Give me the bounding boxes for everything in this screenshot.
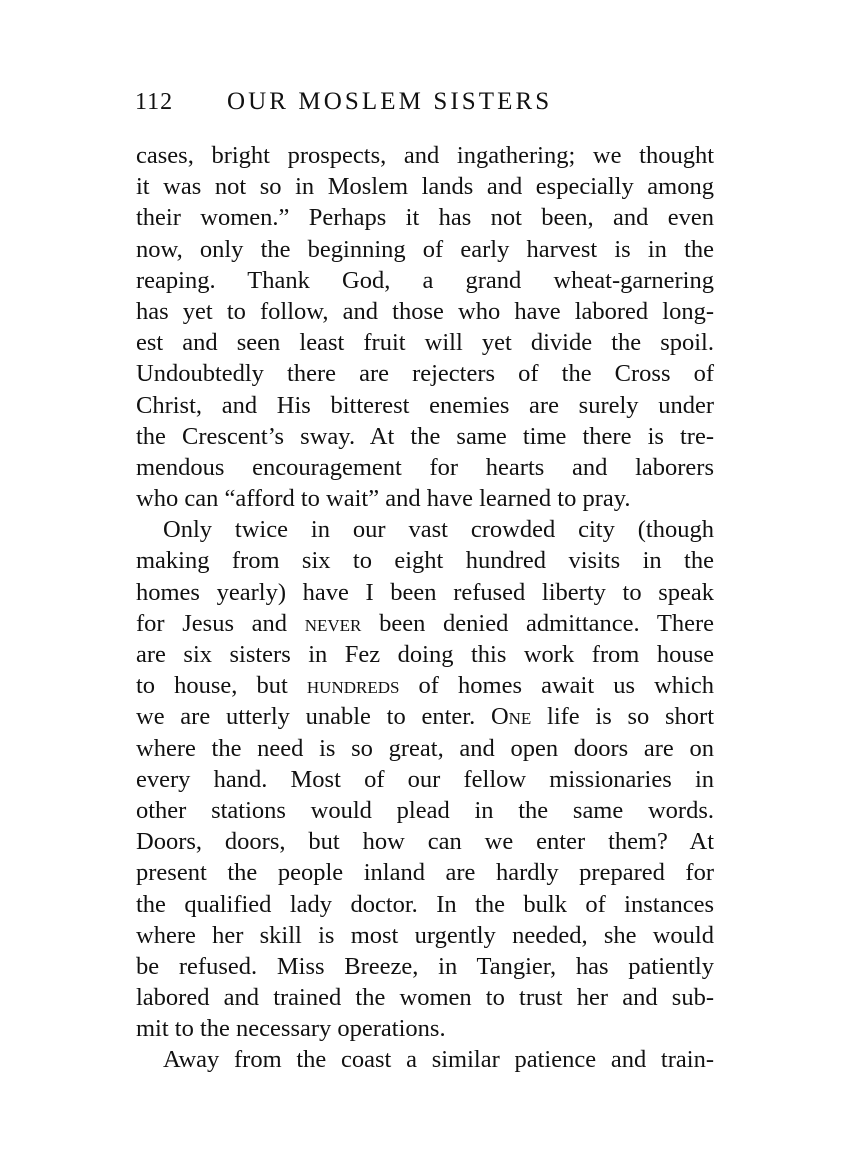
page-number: 112 [135,89,174,115]
text-line: Undoubtedly there are rejecters of the Cross of [136,360,714,388]
text-line: it was not so in Moslem lands and especially among [136,173,714,201]
text-line: homes yearly) have I been refused liberty to speak [136,578,714,606]
text-line: where the need is so great, and open doors are on [136,734,714,762]
text-line: other stations would plead in the same words. [136,796,714,824]
text-line: mendous encouragement for hearts and laborers [136,453,714,481]
text-line: the qualified lady doctor. In the bulk of instances [136,890,714,918]
text-line: who can “afford to wait” and have learned to pray. [136,485,631,513]
text-line: for Jesus and never been denied admittance. There [136,609,714,637]
text-line: Doors, doors, but how can we enter them? At [136,828,714,856]
text-line: present the people inland are hardly prepared for [136,859,714,887]
page-header [135,88,552,124]
body-text [136,140,714,1076]
text-line: labored and trained the women to trust her and sub- [136,984,714,1012]
text-line: to house, but hundreds of homes await us which [136,672,714,700]
text-line: where her skill is most urgently needed, she would [136,921,714,949]
text-line: the Crescent’s sway. At the same time there is tre- [136,422,714,450]
small-caps-word: hundreds [306,672,400,700]
text-line: every hand. Most of our fellow missionaries in [136,765,714,793]
small-caps-word: never [304,609,362,637]
text-line: now, only the beginning of early harvest is in the [136,235,714,263]
text-line: est and seen least fruit will yet divide the spoil. [136,329,714,357]
text-line: Christ, and His bitterest enemies are surely under [136,391,714,419]
paragraph-first-line: Away from the coast a similar patience and train- [163,1046,714,1074]
text-line: reaping. Thank God, a grand wheat-garnering [136,266,714,294]
paragraph-first-line: Only twice in our vast crowded city (though [163,516,714,544]
text-line: has yet to follow, and those who have labored long- [136,297,714,325]
text-line: their women.” Perhaps it has not been, and even [136,204,714,232]
text-line: we are utterly unable to enter. One life is so short [136,703,715,731]
text-line: mit to the necessary operations. [136,1015,446,1043]
small-caps-word: One [490,703,532,731]
text-line: are six sisters in Fez doing this work from house [136,641,714,668]
running-head: OUR MOSLEM SISTERS [227,88,553,115]
text-line: cases, bright prospects, and ingathering; we thought [136,142,714,169]
text-line: be refused. Miss Breeze, in Tangier, has patiently [136,952,714,980]
text-line: making from six to eight hundred visits in the [136,547,714,575]
